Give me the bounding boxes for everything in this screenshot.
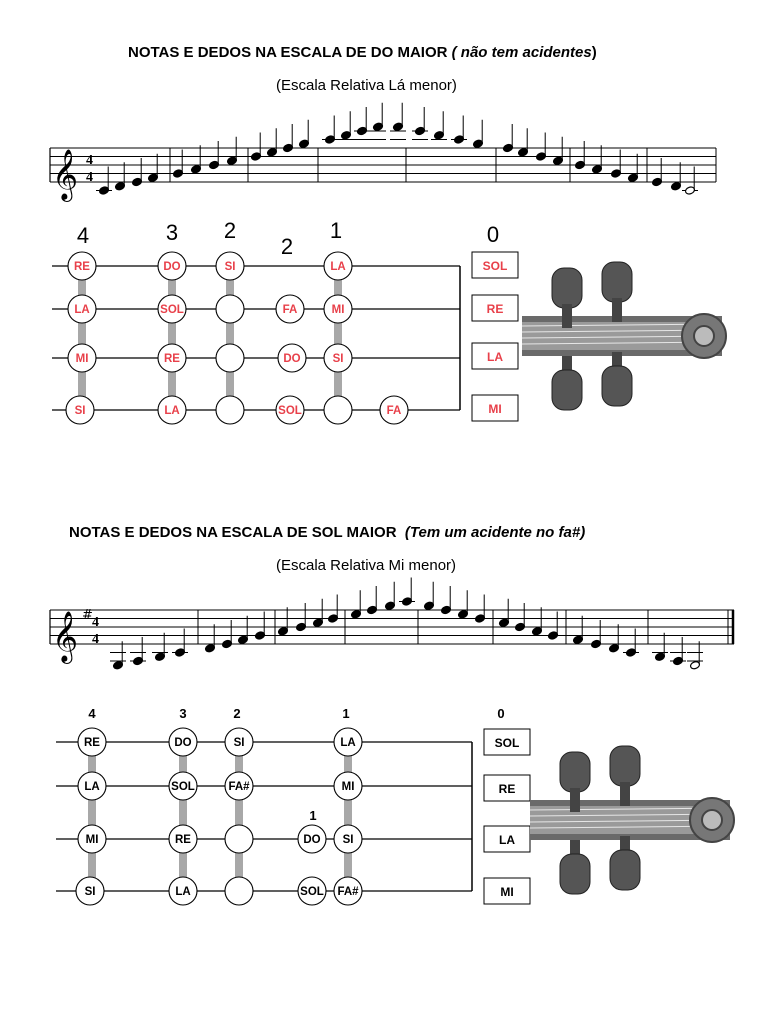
finger-number: 3 [165,220,179,245]
treble-clef-icon: 𝄞 [52,149,79,200]
finger-note-label: SI [233,737,245,749]
finger-note-label: MI [75,353,89,365]
finger-note-label: SI [332,353,344,365]
time-signature-top: 4 [92,615,99,630]
finger-note-label: DO [303,834,321,846]
finger-column-bar [334,266,342,410]
finger-note-circle [216,344,244,372]
key-signature-sharp: # [82,608,93,623]
tuning-peg-icon [552,268,582,308]
time-signature-bottom: 4 [92,632,99,647]
peg-shaft [612,298,622,322]
tuning-peg-icon [610,850,640,890]
finger-column-bar [235,742,243,891]
finger-note-label: RE [74,261,90,273]
finger-number: 2 [233,706,241,721]
finger-note-label: LA [164,405,180,417]
finger-column-bar [226,266,234,410]
open-string-label: SOL [494,736,520,750]
open-string-label: LA [487,350,503,364]
tuning-peg-icon [610,746,640,786]
finger-note-label: RE [175,834,191,846]
violin-pegbox-section1 [522,262,726,410]
fingerboard-section1 [52,218,518,424]
tuning-peg-icon [602,262,632,302]
section2-title: NOTAS E DEDOS NA ESCALA DE SOL MAIOR (Tem um acidente no fa#) [69,524,586,541]
finger-note-label: LA [84,781,100,793]
finger-note-label: LA [330,261,346,273]
finger-note-circle [225,877,253,905]
treble-clef-icon: 𝄞 [52,611,79,662]
open-string-label: LA [499,833,515,847]
finger-note-label: SI [84,886,96,898]
finger-number: 4 [88,706,96,721]
scroll-inner [702,810,722,830]
fingerboard-section2 [56,706,530,905]
section1-subtitle: (Escala Relativa Lá menor) [276,77,457,94]
finger-note-label: FA [282,304,298,316]
finger-note-label: SOL [160,304,184,316]
finger-note-label: RE [84,737,100,749]
tuning-peg-icon [560,854,590,894]
tuning-peg-icon [602,366,632,406]
finger-note-label: FA# [337,886,359,898]
open-string-label: RE [498,782,516,796]
finger-note-label: RE [164,353,180,365]
finger-note-label: MI [85,834,99,846]
scroll-inner [694,326,714,346]
finger-note-label: FA [386,405,402,417]
violin-pegbox-section2 [530,746,734,894]
tuning-peg-icon [560,752,590,792]
finger-note-label: SI [74,405,86,417]
open-string-label: SOL [482,259,508,273]
finger-note-circle [216,396,244,424]
peg-shaft [570,788,580,812]
tuning-peg-icon [552,370,582,410]
finger-column-bar [344,742,352,891]
finger-note-label: MI [341,781,355,793]
peg-shaft [562,304,572,328]
finger-number: 2 [280,234,294,259]
finger-number: 0 [497,706,505,721]
finger-number: 0 [486,222,500,247]
finger-number: 1 [309,808,317,823]
finger-note-label: FA# [228,781,250,793]
finger-note-circle [324,396,352,424]
finger-column-bar [179,742,187,891]
finger-note-label: LA [340,737,356,749]
time-signature-top: 4 [86,153,93,168]
finger-note-label: SOL [278,405,302,417]
finger-note-label: LA [175,886,191,898]
finger-note-label: SI [342,834,354,846]
finger-note-label: DO [174,737,192,749]
finger-note-circle [225,825,253,853]
finger-column-bar [88,742,96,891]
finger-note-label: LA [74,304,90,316]
time-signature-bottom: 4 [86,170,93,185]
staff-section1 [50,103,716,202]
open-string-label: MI [488,402,502,416]
finger-number: 1 [342,706,350,721]
staff-section2 [50,578,734,670]
finger-number: 2 [223,218,237,243]
section2-subtitle: (Escala Relativa Mi menor) [276,557,457,574]
finger-note-label: DO [163,261,181,273]
finger-note-label: SOL [171,781,195,793]
finger-note-label: DO [283,353,301,365]
finger-column-bar [78,266,86,410]
open-string-label: RE [486,302,504,316]
peg-shaft [620,782,630,806]
finger-note-label: SI [224,261,236,273]
finger-note-circle [216,295,244,323]
open-string-label: MI [500,885,514,899]
finger-number: 3 [179,706,187,721]
finger-column-bar [168,266,176,410]
finger-note-label: SOL [300,886,324,898]
finger-number: 4 [76,223,90,248]
finger-number: 1 [329,218,343,243]
section1-title: NOTAS E DEDOS NA ESCALA DE DO MAIOR ( não tem acidentes) [128,44,597,61]
finger-note-label: MI [331,304,345,316]
